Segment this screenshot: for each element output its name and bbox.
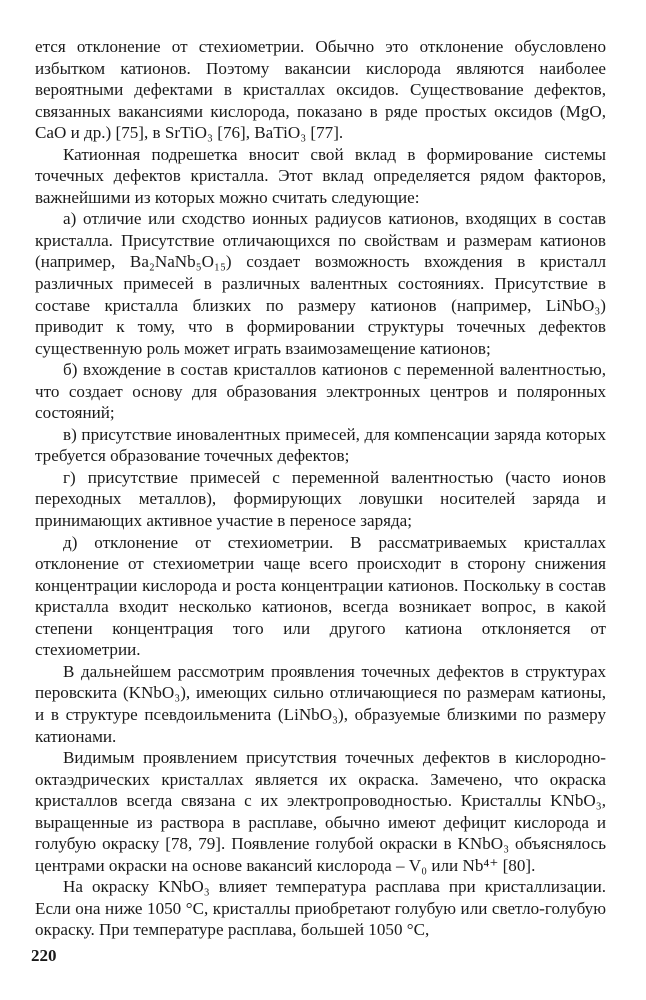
paragraph-continuation: ется отклонение от стехиометрии. Обычно это отклонение обусловлено избытком катионов. Поэтому вакансии кислорода являются наиболее вероятными дефектами в кристаллах оксидов. Существование дефектов, связанных вакансиями кислорода, показано в ряде простых оксидов (MgO, CaO и др.) [75], в SrTiO₃ [76], BaTiO₃ [77]. [35,37,606,143]
list-item-g: г) присутствие примесей с переменной валентностью (часто ионов переходных металлов), формирующих ловушки носителей заряда и принимающих активное участие в переносе заряда; [35,467,606,531]
list-item-v: в) присутствие иновалентных примесей, для компенсации заряда которых требуется образование точечных дефектов; [35,424,606,466]
paragraph-melt-temperature: На окраску KNbO₃ влияет температура расплава при кристаллизации. Если она ниже 1050 °C, кристаллы приобретают голубую или светло-голубую окраску. При температуре расплава, большей 1050 °C, [35,877,606,940]
paragraph-cation-sublattice: Катионная подрешетка вносит свой вклад в формирование системы точечных дефектов кристалла. Этот вклад определяется рядом факторов, важнейшими из которых можно считать следующие: [35,144,606,207]
list-item-a: а) отличие или сходство ионных радиусов катионов, входящих в состав кристалла. Присутствие отличающихся по свойствам и размерам катионов (например, Ba₂NaNb₅O₁₅) создает возможность вхождения в кристалл различных примесей в различных валентных состояниях. Присутствие в составе кристалла близких по размеру катионов (например, LiNbO₃) приводит к тому, что в формировании структуры точечных дефектов существенную роль может играть взаимозамещение катионов; [35,209,606,358]
paragraph-perovskite: В дальнейшем рассмотрим проявления точечных дефектов в структурах перовскита (KNbO₃), имеющих сильно отличающиеся по размерам катионы, и в структуре псевдоильменита (LiNbO₃), образуемые близкими по размеру катионами. [35,661,606,746]
list-item-d: д) отклонение от стехиометрии. В рассматриваемых кристаллах отклонение от стехиометрии чаще всего происходит в сторону снижения концентрации кислорода и роста концентрации катионов. Поскольку в состав кристалла входит несколько катионов, всегда возникает вопрос, в какой степени концентрация того или другого катиона отклоняется от стехиометрии. [35,532,606,660]
page-number: 220 [31,946,57,965]
list-item-b: б) вхождение в состав кристаллов катионов с переменной валентностью, что создает основу для образования электронных центров и поляронных состояний; [35,360,606,423]
paragraph-coloration: Видимым проявлением присутствия точечных дефектов в кислородно-октаэдрических кристаллах является их окраска. Замечено, что окраска кристаллов всегда связана с их электропроводностью. Кристаллы KNbO₃, выращенные из раствора в расплаве, обычно имеют дефицит кислорода и голубую окраску [78, 79]. Появление голубой окраски в KNbO₃ объяснялось центрами окраски на основе вакансий кислорода – V₀ или Nb⁴⁺ [80]. [35,748,606,875]
body-text [35,36,606,941]
